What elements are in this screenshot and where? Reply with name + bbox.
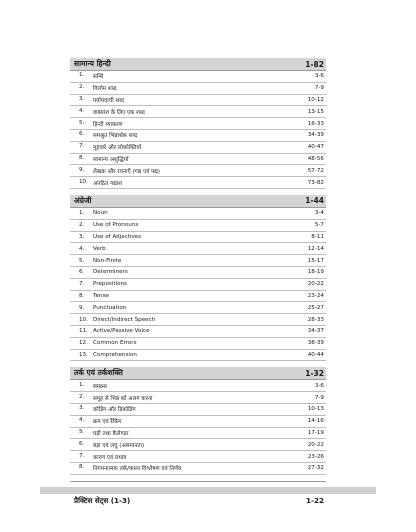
toc-item-label: Use of Adjectives xyxy=(93,233,142,240)
toc-item-number: 5. xyxy=(79,257,85,264)
toc-item xyxy=(70,255,326,267)
toc-item-label-group xyxy=(79,246,106,252)
toc-item-pages: 20-22 xyxy=(307,441,324,448)
toc-item-label: Use of Pronouns xyxy=(93,222,139,229)
toc-item xyxy=(70,279,326,291)
toc-item-label-group xyxy=(79,453,127,461)
toc-item-label-group xyxy=(79,394,152,402)
toc-item-number: 5. xyxy=(79,119,85,126)
toc-item-label: सामान्य अशुद्धियाँ xyxy=(93,156,129,163)
toc-item-label-group xyxy=(79,108,145,116)
toc-item-pages: 3-4 xyxy=(314,210,324,217)
toc-item-label-group xyxy=(79,131,137,139)
toc-item-label-group xyxy=(79,417,122,425)
practice-sets-row xyxy=(70,494,326,508)
toc-item-label-group xyxy=(79,269,128,275)
toc-item xyxy=(70,338,326,350)
toc-item-label: कोडिंग और डिकोडिंग xyxy=(93,407,136,414)
toc-item-number: 6. xyxy=(79,131,85,138)
toc-item xyxy=(70,118,326,130)
toc-item-pages: 40-44 xyxy=(307,351,324,358)
toc-item-number: 3. xyxy=(79,233,85,240)
toc-item-number: 1. xyxy=(79,381,85,388)
section-page-range: 1-82 xyxy=(305,59,324,69)
toc-item-label: Prepositions xyxy=(93,281,127,288)
toc-item-label: Tense xyxy=(93,292,109,299)
toc-item-label: सन्धि xyxy=(93,74,104,81)
toc-item xyxy=(70,404,326,416)
toc-item-label-group xyxy=(79,293,109,299)
toc-section xyxy=(70,367,326,474)
toc-item-pages: 57-72 xyxy=(307,167,324,174)
toc-item xyxy=(70,106,326,118)
toc-item-number: 7. xyxy=(79,452,85,459)
toc-item xyxy=(70,130,326,142)
toc-item xyxy=(70,154,326,166)
toc-item-number: 8. xyxy=(79,292,85,299)
toc-item-label: Determiners xyxy=(93,269,128,276)
section-header xyxy=(70,367,326,380)
section-page-range: 1-44 xyxy=(305,196,324,206)
toc-item-label-group xyxy=(79,382,107,390)
toc-item-pages: 7-9 xyxy=(314,85,324,92)
toc-item-label-group xyxy=(79,234,141,240)
toc-section xyxy=(70,58,326,189)
toc-item-pages: 17-19 xyxy=(307,429,324,436)
toc-item-number: 13. xyxy=(79,351,88,358)
toc-item-number: 4. xyxy=(79,107,85,114)
toc-item-number: 7. xyxy=(79,281,85,288)
toc-item xyxy=(70,291,326,303)
toc-item-number: 12. xyxy=(79,340,88,347)
toc-item-number: 9. xyxy=(79,166,85,173)
toc-item-number: 6. xyxy=(79,269,85,276)
toc-item xyxy=(70,267,326,279)
toc-item-pages: 5-7 xyxy=(314,222,324,229)
toc-item-pages: 34-39 xyxy=(307,132,324,139)
toc-item xyxy=(70,326,326,338)
toc-item-label: निगमनात्मक तर्क/कथन विश्लेषण एवं निर्णय xyxy=(93,466,182,473)
toc-item-pages: 8-11 xyxy=(311,233,324,240)
toc-item xyxy=(70,380,326,392)
section-page-range: 1-32 xyxy=(305,368,324,378)
toc-item-pages: 7-9 xyxy=(314,394,324,401)
toc-item-label: घड़ी तथा कैलेण्डर xyxy=(93,430,129,437)
toc-item-label-group xyxy=(79,222,138,228)
toc-item-label-group xyxy=(79,179,122,187)
toc-item-number: 3. xyxy=(79,405,85,412)
toc-item-label: समश्रुत भिन्नार्थक शब्द xyxy=(93,133,138,140)
toc-item-number: 10. xyxy=(79,316,88,323)
footer-bar xyxy=(40,487,376,494)
toc-item-number: 8. xyxy=(79,154,85,161)
section-header xyxy=(70,195,326,208)
toc-item xyxy=(70,416,326,428)
toc-item-number: 4. xyxy=(79,417,85,424)
toc-item-label-group xyxy=(79,405,136,413)
toc-item-label: Noun xyxy=(93,210,108,217)
toc-item xyxy=(70,83,326,95)
section-header xyxy=(70,58,326,71)
toc-item-label: Comprehension xyxy=(93,351,137,358)
toc-item xyxy=(70,463,326,475)
toc-item-pages: 10-12 xyxy=(307,96,324,103)
toc-item-pages: 40-47 xyxy=(307,144,324,151)
toc-item-number: 8. xyxy=(79,464,85,471)
toc-item xyxy=(70,451,326,463)
toc-item-pages: 27-32 xyxy=(307,465,324,472)
toc-item-number: 3. xyxy=(79,95,85,102)
section-title: सामान्य हिन्दी xyxy=(74,59,111,68)
toc-item-number: 6. xyxy=(79,440,85,447)
toc-item xyxy=(70,95,326,107)
toc-item xyxy=(70,428,326,440)
toc-item-label: Non-Finite xyxy=(93,257,122,264)
section-title: अंग्रेजी xyxy=(74,195,92,205)
toc-item-label-group xyxy=(79,340,137,346)
toc-item xyxy=(70,314,326,326)
toc-item-label-group xyxy=(79,441,144,449)
toc-item-label-group xyxy=(79,464,181,472)
toc-item-number: 2. xyxy=(79,222,85,229)
toc-item-label: पर्यायवाची शब्द xyxy=(93,97,125,104)
toc-item-label: वाक्यांश के लिए एक शब्द xyxy=(93,109,145,116)
toc-item-pages: 38-39 xyxy=(307,340,324,347)
toc-item xyxy=(70,165,326,177)
toc-item-pages: 13-15 xyxy=(307,108,324,115)
toc-item-pages: 23-26 xyxy=(307,453,324,460)
toc-item-label-group xyxy=(79,305,126,311)
toc-item xyxy=(70,142,326,154)
toc-item xyxy=(70,71,326,83)
toc-item-label-group xyxy=(79,352,137,358)
toc-item-number: 5. xyxy=(79,428,85,435)
toc-item xyxy=(70,177,326,189)
toc-item-label-group xyxy=(79,72,103,80)
toc-item xyxy=(70,302,326,314)
toc-item-label-group xyxy=(79,84,117,92)
toc-item-label-group xyxy=(79,96,124,104)
toc-item-label-group xyxy=(79,143,141,151)
toc-item-number: 2. xyxy=(79,84,85,91)
toc-item-pages: 12-14 xyxy=(307,245,324,252)
toc-item-label: Common Errors xyxy=(93,340,137,347)
toc-item-pages: 73-82 xyxy=(307,179,324,186)
toc-item xyxy=(70,392,326,404)
toc-item xyxy=(70,220,326,232)
toc-item-pages: 3-6 xyxy=(314,73,324,80)
toc-item-number: 7. xyxy=(79,143,85,150)
table-of-contents xyxy=(70,58,326,508)
toc-item-label-group xyxy=(79,120,123,128)
toc-item-label: लेखक और रचनाएँ (गद्य एवं पद्य) xyxy=(93,168,160,175)
toc-item-label-group xyxy=(79,328,150,334)
practice-divider xyxy=(70,481,326,482)
toc-item-label-group xyxy=(79,258,121,264)
toc-item-label: Direct/Indirect Speech xyxy=(93,316,156,323)
toc-item xyxy=(70,350,326,362)
toc-item-pages: 14-16 xyxy=(307,418,324,425)
toc-item xyxy=(70,232,326,244)
toc-item-number: 10. xyxy=(79,178,88,185)
toc-item-label-group xyxy=(79,317,155,323)
toc-item-pages: 28-33 xyxy=(307,316,324,323)
toc-item-number: 11. xyxy=(79,328,88,335)
toc-item-label: Verb xyxy=(93,245,106,252)
toc-item-label: हिन्दी व्याकरण xyxy=(93,121,123,128)
toc-item-label: Punctuation xyxy=(93,304,127,311)
toc-item-number: 4. xyxy=(79,245,85,252)
toc-item-number: 9. xyxy=(79,304,85,311)
toc-item-number: 2. xyxy=(79,393,85,400)
toc-item-label: मुहावरे और लोकोक्तियाँ xyxy=(93,145,142,152)
toc-item-pages: 18-19 xyxy=(307,269,324,276)
toc-item-pages: 15-17 xyxy=(307,257,324,264)
toc-item-label-group xyxy=(79,210,108,216)
toc-item-label-group xyxy=(79,429,129,437)
toc-item-label-group xyxy=(79,155,128,163)
toc-item-label: बड़ा एवं लघु (असमानता) xyxy=(93,442,145,449)
toc-item-pages: 48-56 xyxy=(307,155,324,162)
toc-item-pages: 10-13 xyxy=(307,406,324,413)
toc-item-pages: 3-6 xyxy=(314,382,324,389)
toc-item-pages: 25-27 xyxy=(307,304,324,311)
toc-item-number: 1. xyxy=(79,72,85,79)
toc-item-pages: 16-33 xyxy=(307,120,324,127)
toc-item-label-group xyxy=(79,281,127,287)
toc-item-number: 1. xyxy=(79,210,85,217)
toc-item-pages: 34-37 xyxy=(307,328,324,335)
toc-item-label: Active/Passive Voice xyxy=(93,328,150,335)
toc-item-label-group xyxy=(79,167,160,175)
toc-item-pages: 20-22 xyxy=(307,281,324,288)
toc-item xyxy=(70,243,326,255)
toc-item-label: समूह से भिन्न को अलग करना xyxy=(93,395,153,402)
toc-item-label: कारण एवं प्रभाव xyxy=(93,454,127,461)
practice-sets-range: 1-22 xyxy=(306,496,324,506)
contents-sections xyxy=(70,58,326,475)
practice-sets-title: प्रैक्टिस सेट्स (1-3) xyxy=(74,495,131,505)
toc-item-label: क्रम एवं रैंकिंग xyxy=(93,419,122,426)
toc-item-label: अपठित गद्यांश xyxy=(93,180,123,187)
toc-item-label: विलोम शब्द xyxy=(93,86,117,93)
toc-item xyxy=(70,208,326,220)
section-title: तर्क एवं तर्कशक्ति xyxy=(74,368,123,378)
toc-item-label: सम्बन्ध xyxy=(93,383,107,390)
toc-item xyxy=(70,439,326,451)
toc-item-pages: 23-24 xyxy=(307,292,324,299)
toc-section xyxy=(70,195,326,361)
